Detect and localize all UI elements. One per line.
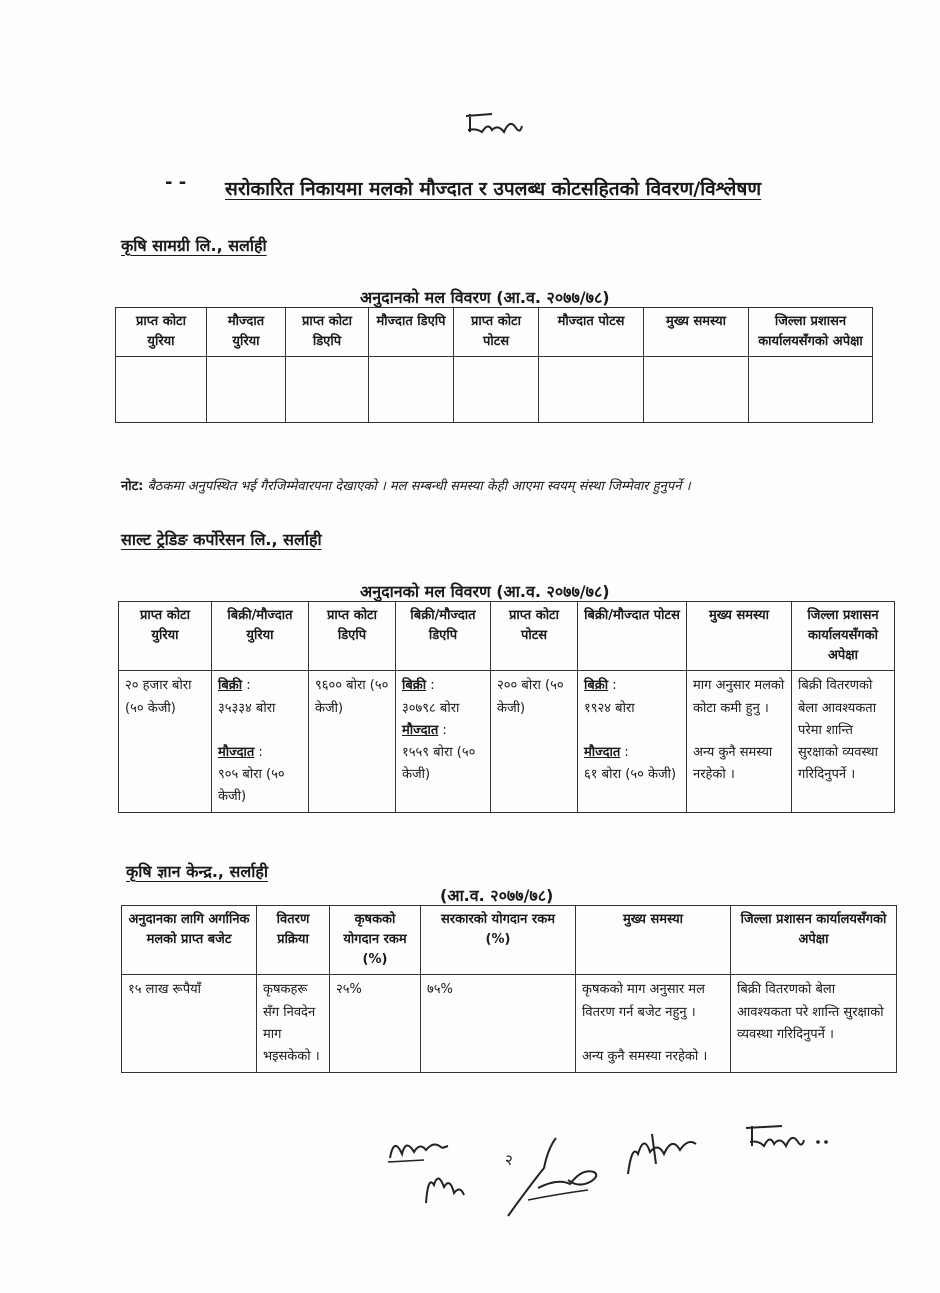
signature-4	[622, 1124, 702, 1184]
table-cell	[116, 357, 207, 423]
header-cell: जिल्ला प्रशासन कार्यालयसँगको अपेक्षा	[792, 602, 895, 671]
table-cell: बिक्री वितरणको बेला आवश्यकता परे शान्ति सुरक्षाको व्यवस्था गरिदिनुपर्ने ।	[731, 975, 897, 1072]
signature-2	[420, 1165, 470, 1210]
header-cell: वितरण प्रक्रिया	[257, 906, 330, 975]
note-label: नोट:	[121, 479, 144, 494]
table-row	[122, 975, 897, 1072]
table-cell: बिक्री वितरणको बेला आवश्यकता परेमा शान्ति सुरक्षाको व्यवस्था गरिदिनुपर्ने ।	[792, 671, 895, 813]
table-cell: ९६०० बोरा (५० केजी)	[309, 671, 396, 813]
stock-value: ६१ बोरा (५० केजी)	[584, 766, 677, 782]
header-cell: मुख्य समस्या	[644, 308, 749, 357]
header-cell: प्राप्त कोटा डिएपि	[309, 602, 396, 671]
page-title: सरोकारित निकायमा मलको मौज्दात र उपलब्ध कोटसहितको विवरण/विश्लेषण	[225, 178, 762, 200]
stock-value: १५५९ बोरा (५० केजी)	[402, 744, 476, 782]
header-cell: जिल्ला प्रशासन कार्यालयसँगको अपेक्षा	[749, 308, 873, 357]
stray-marks: - -	[165, 172, 187, 193]
sale-value: ३०७९८ बोरा	[402, 700, 460, 716]
header-cell: प्राप्त कोटा पोटस	[454, 308, 539, 357]
table-cell: १५ लाख रूपैयाँ	[122, 975, 257, 1072]
table-header-row	[119, 602, 895, 671]
problem-text: अन्य कुनै समस्या नरहेको ।	[693, 744, 773, 782]
table-cell: २०० बोरा (५० केजी)	[491, 671, 578, 813]
table-cell	[207, 357, 286, 423]
header-cell: अनुदानका लागि अर्गानिक मलको प्राप्त बजेट	[122, 906, 257, 975]
table-cell: ७५%	[421, 975, 576, 1072]
stock-label: मौज्दात	[402, 722, 439, 738]
table-salt-trading	[118, 601, 895, 813]
header-cell: बिक्री/मौज्दात डिएपि	[396, 602, 491, 671]
table-caption-2: अनुदानको मल विवरण (आ.व. २०७७/७८)	[360, 582, 610, 601]
table-cell	[687, 671, 792, 813]
table-cell	[644, 357, 749, 423]
table-caption-1: अनुदानको मल विवरण (आ.व. २०७७/७८)	[360, 288, 610, 307]
signature-1	[384, 1128, 454, 1168]
problem-text: कृषकको माग अनुसार मल वितरण गर्न बजेट नहुनु ।	[582, 982, 705, 1020]
signature-5	[742, 1122, 832, 1152]
stock-value: ९०५ बोरा (५० केजी)	[218, 766, 285, 804]
table-krishi-gyan	[121, 905, 897, 1073]
table-header-row	[116, 308, 873, 357]
header-cell: मौज्दात युरिया	[207, 308, 286, 357]
note	[121, 476, 901, 494]
table-cell: कृषकहरू सँग निवदेन माग भइसकेको ।	[257, 975, 330, 1072]
table-cell	[576, 975, 731, 1072]
table-cell	[369, 357, 454, 423]
page-number: २	[505, 1151, 513, 1169]
header-cell: मौज्दात पोटस	[539, 308, 644, 357]
table-cell	[454, 357, 539, 423]
stock-label: मौज्दात	[584, 744, 621, 760]
header-cell: मौज्दात डिएपि	[369, 308, 454, 357]
sale-label: बिक्री	[584, 678, 609, 694]
sale-label: बिक्री	[218, 678, 243, 694]
header-cell: कृषकको योगदान रकम (%)	[330, 906, 421, 975]
table-cell	[539, 357, 644, 423]
header-cell: जिल्ला प्रशासन कार्यालयसँगको अपेक्षा	[731, 906, 897, 975]
table-row	[116, 357, 873, 423]
signature-3	[498, 1128, 608, 1223]
section-heading-3: कृषि ज्ञान केन्द्र., सर्लाही	[126, 862, 269, 881]
sale-label: बिक्री	[402, 678, 427, 694]
table-cell: बिक्री : ३०७९८ बोरा मौज्दात : १५५९ बोरा (५० केजी)	[396, 671, 491, 813]
table-cell: २० हजार बोरा (५० केजी)	[119, 671, 212, 813]
problem-text: माग अनुसार मलको कोटा कमी हुनु ।	[693, 678, 785, 716]
table-caption-3: (आ.व. २०७७/७८)	[440, 886, 554, 905]
header-cell: प्राप्त कोटा युरिया	[116, 308, 207, 357]
header-cell: प्राप्त कोटा पोटस	[491, 602, 578, 671]
header-cell: प्राप्त कोटा डिएपि	[286, 308, 369, 357]
section-heading-1: कृषि सामग्री लि., सर्लाही	[121, 236, 267, 255]
problem-text: अन्य कुनै समस्या नरहेको ।	[582, 1048, 708, 1064]
table-row	[119, 671, 895, 813]
table-cell: २५%	[330, 975, 421, 1072]
header-cell: सरकारको योगदान रकम (%)	[421, 906, 576, 975]
table-cell	[749, 357, 873, 423]
stock-label: मौज्दात	[218, 744, 255, 760]
note-text: बैठकमा अनुपस्थित भई गैरजिम्मेवारपना देखाएको । मल सम्बन्धी समस्या केही आएमा स्वयम् संस्था जिम्मेवार हुनुपर्ने ।	[147, 479, 691, 494]
top-signature	[462, 108, 524, 138]
sale-value: ३५३३४ बोरा	[218, 700, 276, 716]
header-cell: बिक्री/मौज्दात युरिया	[212, 602, 309, 671]
table-krishi-samagri	[115, 307, 873, 423]
header-cell: मुख्य समस्या	[576, 906, 731, 975]
table-header-row	[122, 906, 897, 975]
header-cell: मुख्य समस्या	[687, 602, 792, 671]
header-cell: बिक्री/मौज्दात पोटस	[578, 602, 687, 671]
sale-value: १९२४ बोरा	[584, 700, 635, 716]
header-cell: प्राप्त कोटा युरिया	[119, 602, 212, 671]
table-cell: बिक्री : ३५३३४ बोरा मौज्दात : ९०५ बोरा (५० केजी)	[212, 671, 309, 813]
table-cell	[286, 357, 369, 423]
section-heading-2: साल्ट ट्रेडिङ कर्पोरेसन लि., सर्लाही	[121, 530, 322, 549]
table-cell: बिक्री : १९२४ बोरा मौज्दात : ६१ बोरा (५० केजी)	[578, 671, 687, 813]
